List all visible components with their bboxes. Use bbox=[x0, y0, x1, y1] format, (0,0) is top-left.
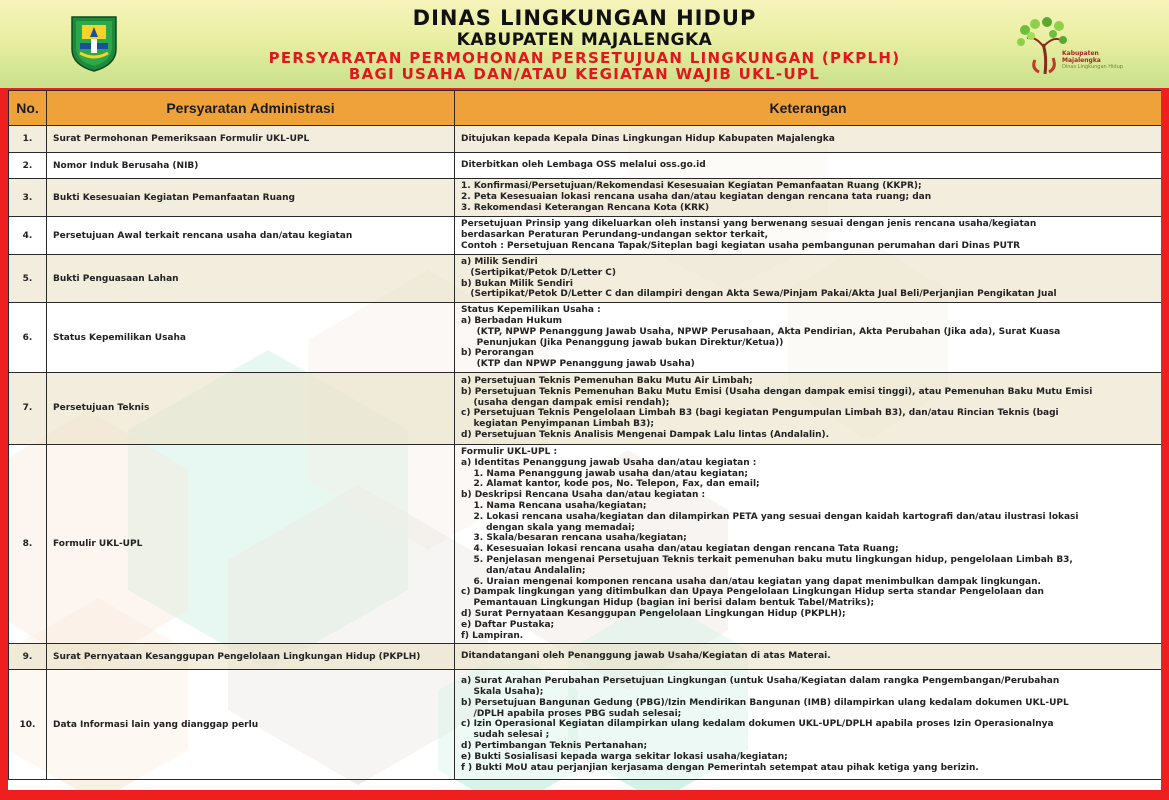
row-number: 7. bbox=[9, 372, 47, 444]
title-red-line-2: BAGI USAHA DAN/ATAU KEGIATAN WAJIB UKL-UPL bbox=[348, 65, 821, 83]
requirement-description: a) Persetujuan Teknis Pemenuhan Baku Mutu Air Limbah; b) Persetujuan Teknis Pemenuhan Baku Mutu Emisi (Usaha dengan dampak emisi tinggi), atau Pemenuhan Baku Mutu Emisi (usaha dengan dampak emisi rendah); c) Persetujuan Teknis Pengelolaan Limbah B3 (bagi kegiatan Pengumpulan Limbah B3), dan/atau Rincian Teknis (bagi kegiatan Penyimpanan Limbah B3); d) Persetujuan Teknis Analisis Mengenai Dampak Lalu lintas (Andalalin). bbox=[455, 372, 1162, 444]
logo-right-text-line-1: Kabupaten bbox=[1062, 50, 1099, 57]
row-number: 1. bbox=[9, 126, 47, 153]
requirement-description: Formulir UKL-UPL : a) Identitas Penanggung jawab Usaha dan/atau kegiatan : 1. Nama Penanggung jawab usaha dan/atau kegiatan; 2. Alamat kantor, kode pos, No. Telepon, Fax, dan email; b) Deskripsi Rencana Usaha dan/atau kegiatan : 1. Nama Rencana usaha/kegiatan; 2. Lokasi rencana usaha/kegiatan dan dilampirkan PETA yang sesuai dengan kaidah kartografi dan/atau ilustrasi lokasi dengan skala yang memadai; 3. Skala/besaran rencana usaha/kegiatan; 4. Kesesuaian lokasi rencana usaha dan/atau kegiatan dengan rencana Tata Ruang; 5. Penjelasan mengenai Persetujuan Teknis terkait pemenuhan baku mutu lingkungan hidup, pengelolaan Limbah B3, dan/atau Andalalin; 6. Uraian mengenai komponen rencana usaha dan/atau kegiatan yang dapat menimbulkan dampak lingkungan. c) Dampak lingkungan yang ditimbulkan dan Upaya Pengelolaan Lingkungan Hidup serta standar Pengelolaan dan Pemantauan Lingkungan Hidup (bagian ini berisi dalam bentuk Tabel/Matriks); d) Surat Pernyataan Kesanggupan Pengelolaan Lingkungan Hidup (PKPLH); e) Daftar Pustaka; f) Lampiran. bbox=[455, 444, 1162, 643]
requirement-name: Nomor Induk Berusaha (NIB) bbox=[47, 153, 455, 179]
requirements-table bbox=[8, 90, 1161, 780]
requirement-description: Ditujukan kepada Kepala Dinas Lingkungan Hidup Kabupaten Majalengka bbox=[455, 126, 1162, 153]
table-header-row bbox=[9, 91, 1162, 126]
requirement-name: Surat Pernyataan Kesanggupan Pengelolaan Lingkungan Hidup (PKPLH) bbox=[47, 644, 455, 670]
column-header-description: Keterangan bbox=[455, 91, 1162, 126]
requirements-panel bbox=[8, 90, 1161, 790]
column-header-no: No. bbox=[9, 91, 47, 126]
table-row bbox=[9, 444, 1162, 643]
table-row bbox=[9, 255, 1162, 303]
table-row bbox=[9, 372, 1162, 444]
requirement-name: Formulir UKL-UPL bbox=[47, 444, 455, 643]
requirement-name: Persetujuan Awal terkait rencana usaha dan/atau kegiatan bbox=[47, 217, 455, 255]
requirement-name: Data Informasi lain yang dianggap perlu bbox=[47, 670, 455, 780]
requirement-name: Surat Permohonan Pemeriksaan Formulir UKL-UPL bbox=[47, 126, 455, 153]
row-number: 8. bbox=[9, 444, 47, 643]
table-row bbox=[9, 126, 1162, 153]
row-number: 4. bbox=[9, 217, 47, 255]
requirement-name: Status Kepemilikan Usaha bbox=[47, 303, 455, 373]
logo-right-tagline: Dinas Lingkungan Hidup bbox=[1062, 64, 1123, 70]
table-row bbox=[9, 179, 1162, 217]
logo-right-text-line-2: Majalengka bbox=[1062, 57, 1101, 64]
table-row bbox=[9, 670, 1162, 780]
row-number: 9. bbox=[9, 644, 47, 670]
table-row bbox=[9, 217, 1162, 255]
table-row bbox=[9, 303, 1162, 373]
title-sub: KABUPATEN MAJALENGKA bbox=[456, 30, 713, 50]
table-row bbox=[9, 153, 1162, 179]
requirement-name: Bukti Kesesuaian Kegiatan Pemanfaatan Ruang bbox=[47, 179, 455, 217]
title-red-line-1: PERSYARATAN PERMOHONAN PERSETUJUAN LINGKUNGAN (PKPLH) bbox=[268, 49, 901, 67]
requirement-description: 1. Konfirmasi/Persetujuan/Rekomendasi Kesesuaian Kegiatan Pemanfaatan Ruang (KKPR); 2. Peta Kesesuaian lokasi rencana usaha dan/atau kegiatan dengan rencana tata ruang; dan 3. Rekomendasi Keterangan Rencana Kota (KRK) bbox=[455, 179, 1162, 217]
row-number: 5. bbox=[9, 255, 47, 303]
table-row bbox=[9, 644, 1162, 670]
logo-right-text bbox=[1062, 50, 1101, 64]
requirement-description: Persetujuan Prinsip yang dikeluarkan oleh instansi yang berwenang sesuai dengan jenis rencana usaha/kegiatan berdasarkan Peraturan Perundang-undangan sektor terkait, Contoh : Persetujuan Rencana Tapak/Siteplan bagi kegiatan usaha pembangunan perumahan dari Dinas PUTR bbox=[455, 217, 1162, 255]
header-banner bbox=[0, 0, 1169, 88]
row-number: 10. bbox=[9, 670, 47, 780]
column-header-requirement: Persyaratan Administrasi bbox=[47, 91, 455, 126]
requirement-description: Diterbitkan oleh Lembaga OSS melalui oss.go.id bbox=[455, 153, 1162, 179]
row-number: 2. bbox=[9, 153, 47, 179]
row-number: 6. bbox=[9, 303, 47, 373]
requirement-description: a) Milik Sendiri (Sertipikat/Petok D/Letter C) b) Bukan Milik Sendiri (Sertipikat/Petok D/Letter C dan dilampiri dengan Akta Sewa/Pinjam Pakai/Akta Jual Beli/Perjanjian Pengikatan Jual bbox=[455, 255, 1162, 303]
requirement-description: Ditandatangani oleh Penanggung jawab Usaha/Kegiatan di atas Materai. bbox=[455, 644, 1162, 670]
title-main: DINAS LINGKUNGAN HIDUP bbox=[412, 6, 757, 30]
requirement-description: a) Surat Arahan Perubahan Persetujuan Lingkungan (untuk Usaha/Kegiatan dalam rangka Pengembangan/Perubahan Skala Usaha); b) Persetujuan Bangunan Gedung (PBG)/Izin Mendirikan Bangunan (IMB) dilampirkan ulang kedalam dokumen UKL-UPL /DPLH apabila proses PBG sudah selesai; c) Izin Operasional Kegiatan dilampirkan ulang kedalam dokumen UKL-UPL/DPLH apabila proses Izin Operasionalnya sudah selesai ; d) Pertimbangan Teknis Pertanahan; e) Bukti Sosialisasi kepada warga sekitar lokasi usaha/kegiatan; f ) Bukti MoU atau perjanjian kerjasama dengan Pemerintah setempat atau pihak ketiga yang berizin. bbox=[455, 670, 1162, 780]
row-number: 3. bbox=[9, 179, 47, 217]
requirement-name: Bukti Penguasaan Lahan bbox=[47, 255, 455, 303]
requirement-name: Persetujuan Teknis bbox=[47, 372, 455, 444]
requirement-description: Status Kepemilikan Usaha : a) Berbadan Hukum (KTP, NPWP Penanggung Jawab Usaha, NPWP Perusahaan, Akta Pendirian, Akta Perubahan (Jika ada), Surat Kuasa Penunjukan (Jika Penanggung jawab bukan Direktur/Ketua)) b) Perorangan (KTP dan NPWP Penanggung jawab Usaha) bbox=[455, 303, 1162, 373]
